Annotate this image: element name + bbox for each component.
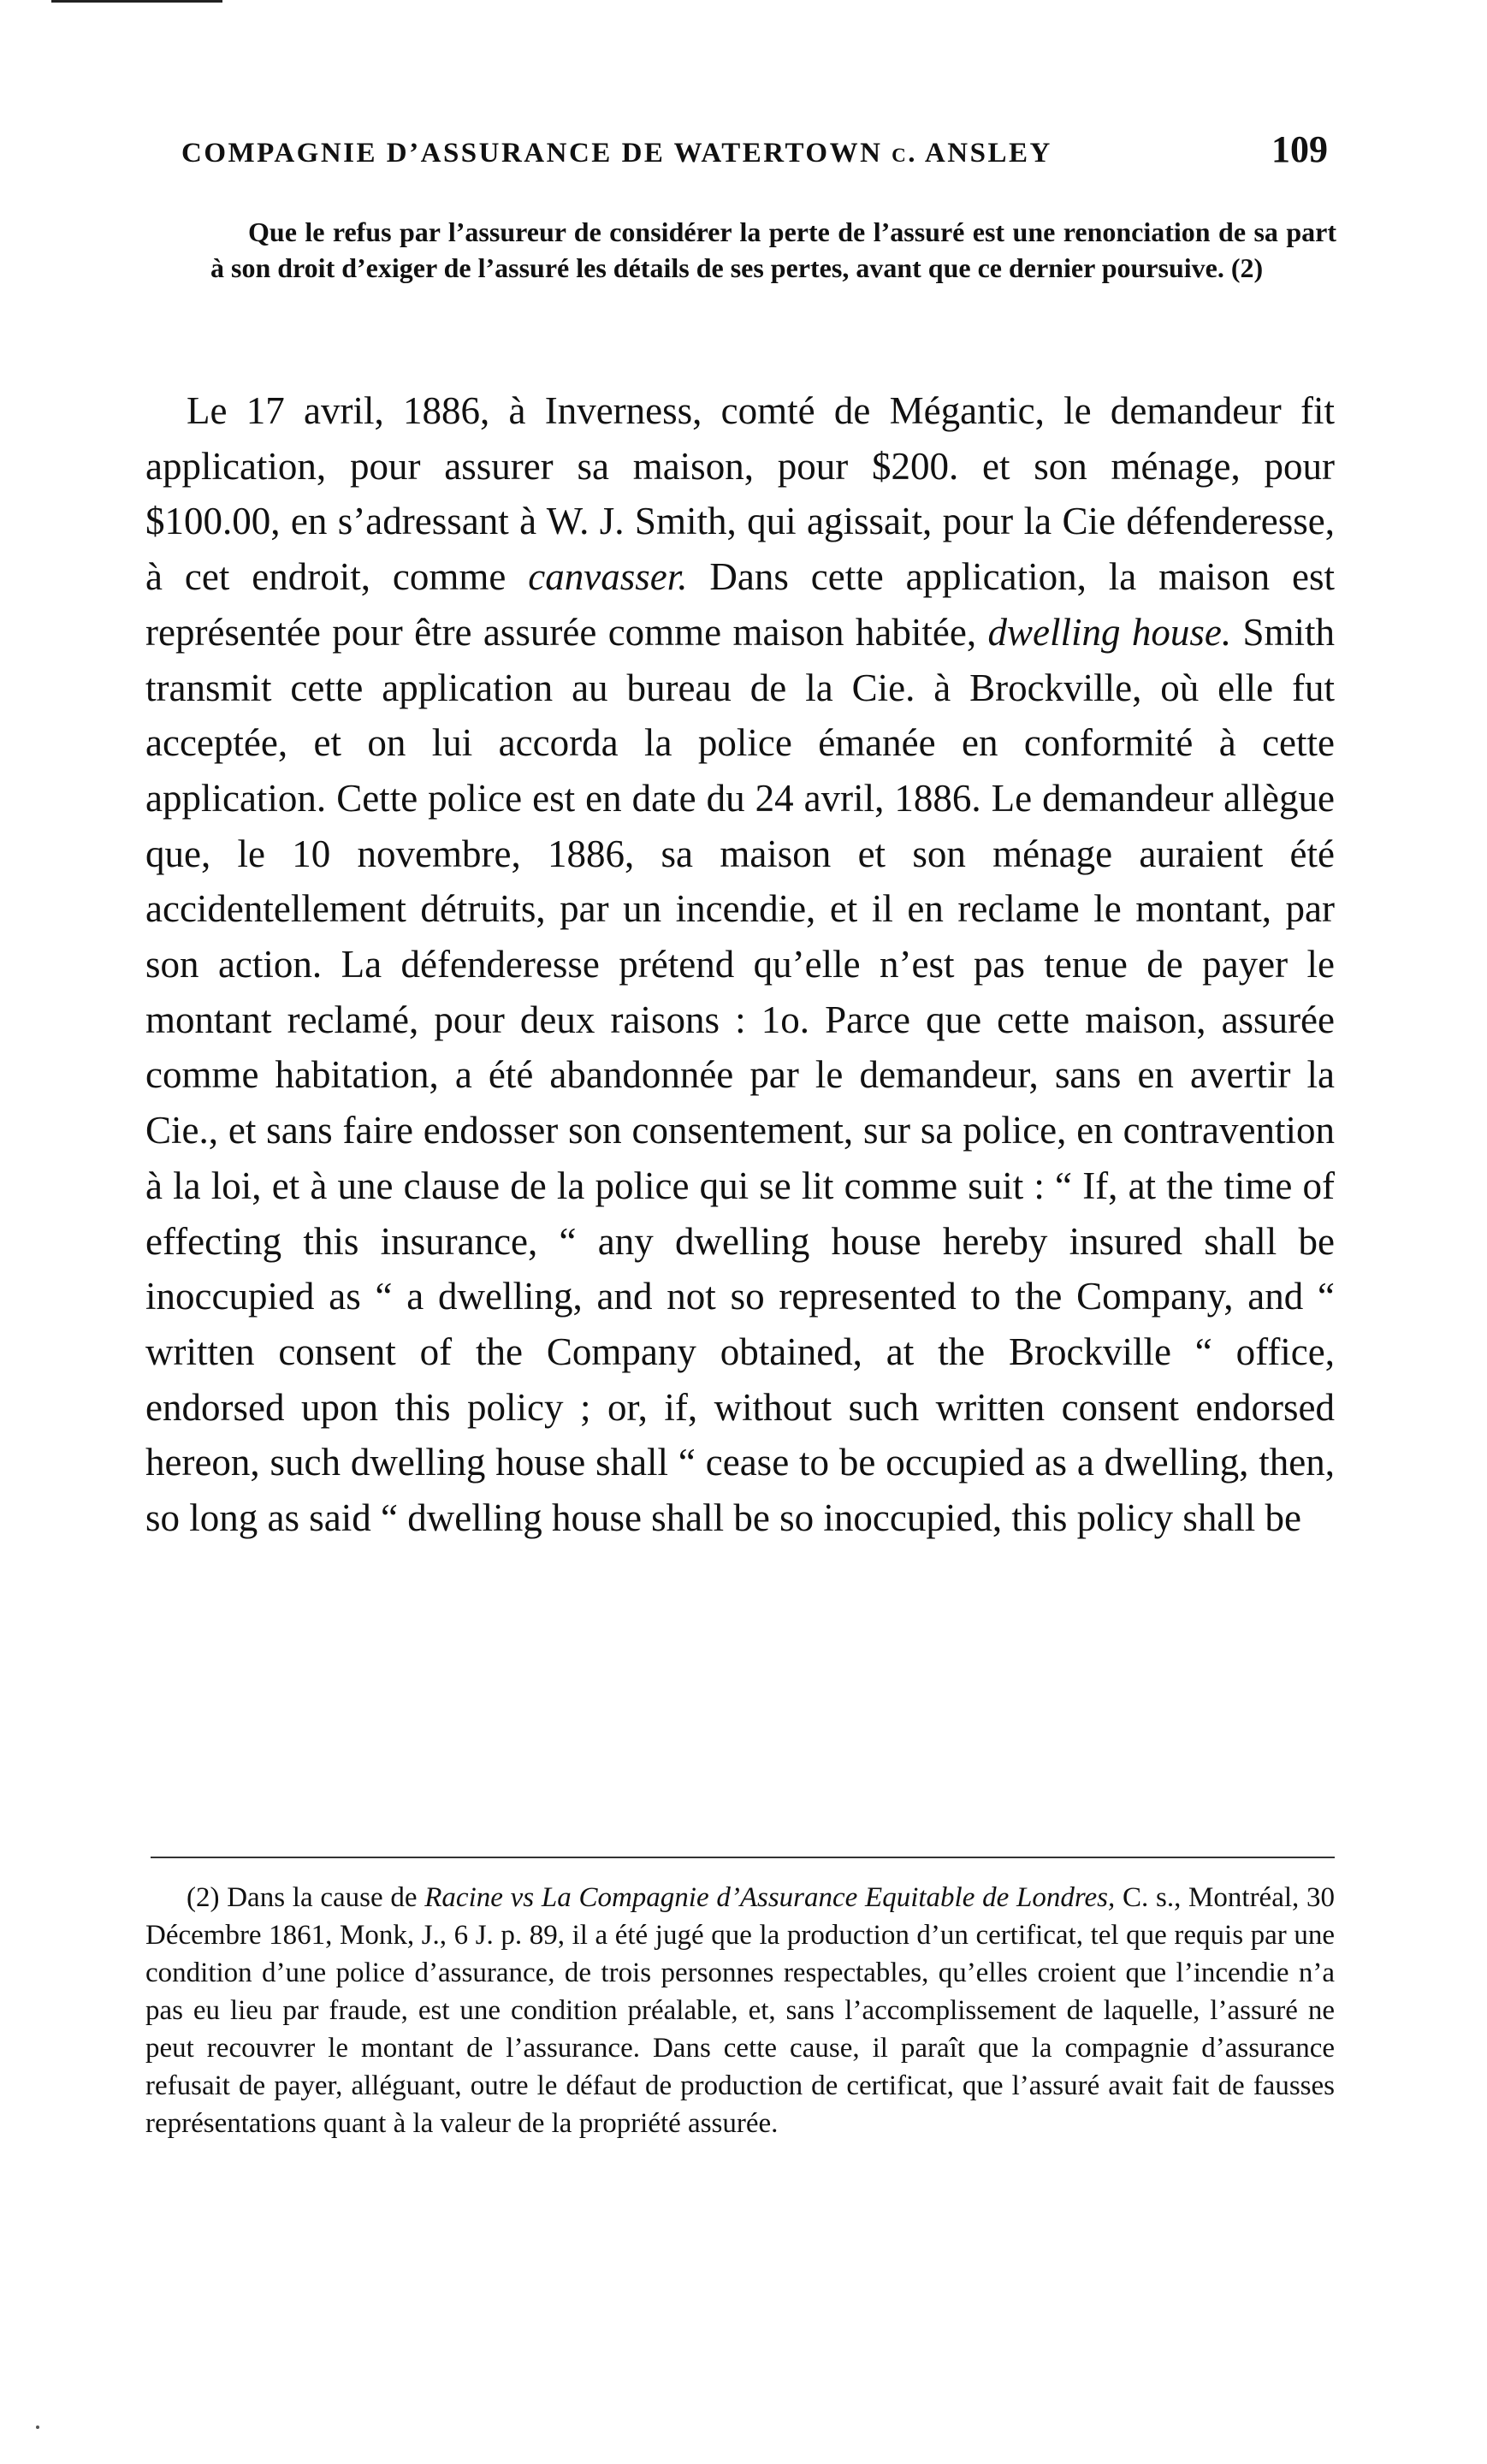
- footnote: [145, 1879, 1335, 2142]
- body-italic-dwelling-house: dwelling house.: [987, 610, 1232, 654]
- footnote-case-name: Racine vs La Compagnie d’Assurance Equitable de Londres,: [424, 1882, 1116, 1913]
- body-text-part-2: Dans cette application, la maison est représentée pour être assurée comme maison habitée,: [145, 555, 1336, 654]
- page-number: 109: [1271, 128, 1328, 170]
- footnote-divider: [151, 1857, 1335, 1858]
- body-paragraph: [145, 383, 1335, 1546]
- print-speck: [36, 2426, 39, 2429]
- case-summary: Que le refus par l’assureur de considérer la perte de l’assuré est une renonciation de sa part à son droit d’exiger de l’assuré les détails de ses pertes, avant que ce dernier poursuive. (2): [210, 216, 1336, 283]
- body-text-part-1: Le 17 avril, 1886, à Inverness, comté de Mégantic, le demandeur fit application, pour assurer sa maison, pour $200. et son ménage, pour $100.00, en s’adressant à W. J. Smith, qui agissait, pour la Cie défenderesse, à cet endroit, comme: [145, 389, 1335, 599]
- footnote-paragraph: [145, 1879, 1335, 2142]
- running-head: [181, 130, 1328, 176]
- top-rule: [51, 0, 222, 3]
- footnote-text-part-1: (2) Dans la cause de: [187, 1882, 418, 1913]
- body-text: [145, 383, 1335, 1546]
- footnote-text-part-2: C. s., Montréal, 30 Décembre 1861, Monk, J., 6 J. p. 89, il a été jugé que la production d’un certificat, tel que requis par une condition d’une police d’assurance, de trois personnes respectables, qu’elles croient que l’incendie n’a pas eu lieu par fraude, est une condition préalable, et, sans l’accomplissement de laquelle, l’assuré ne peut recouvrer le montant de l’assurance. Dans cette cause, il paraît que la compagnie d’assurance refusait de payer, alléguant, outre le défaut de production de certificat, que l’assuré avait fait de fausses représentations quant à la valeur de la propriété assurée.: [145, 1882, 1336, 2139]
- running-head-title: COMPAGNIE D’ASSURANCE DE WATERTOWN c. ANSLEY: [181, 138, 1052, 169]
- body-italic-canvasser: canvasser.: [528, 555, 688, 599]
- body-text-part-3: Smith transmit cette application au bureau de la Cie. à Brockville, où elle fut acceptée, et on lui accorda la police émanée en conformité à cette application. Cette police est en date du 24 avril, 1886. Le demandeur allègue que, le 10 novembre, 1886, sa maison et son ménage auraient été accidentellement détruits, par un incendie, et il en reclame le montant, par son action. La défenderesse prétend qu’elle n’est pas tenue de payer le montant reclamé, pour deux raisons : 1o. Parce que cette maison, assurée comme habitation, a été abandonnée par le demandeur, sans en avertir la Cie., et sans faire endosser son consentement, sur sa police, en contravention à la loi, et à une clause de la police qui se lit comme suit : “ If, at the time of effecting this insurance, “ any dwelling house hereby insured shall be inoccupied as “ a dwelling, and not so represented to the Company, and “ written consent of the Company obtained, at the Brockville “ office, endorsed upon this policy ; or, if, without such written consent endorsed hereon, such dwelling house shall “ cease to be occupied as a dwelling, then, so long as said “ dwelling house shall be so inoccupied, this policy shall be: [145, 610, 1336, 1540]
